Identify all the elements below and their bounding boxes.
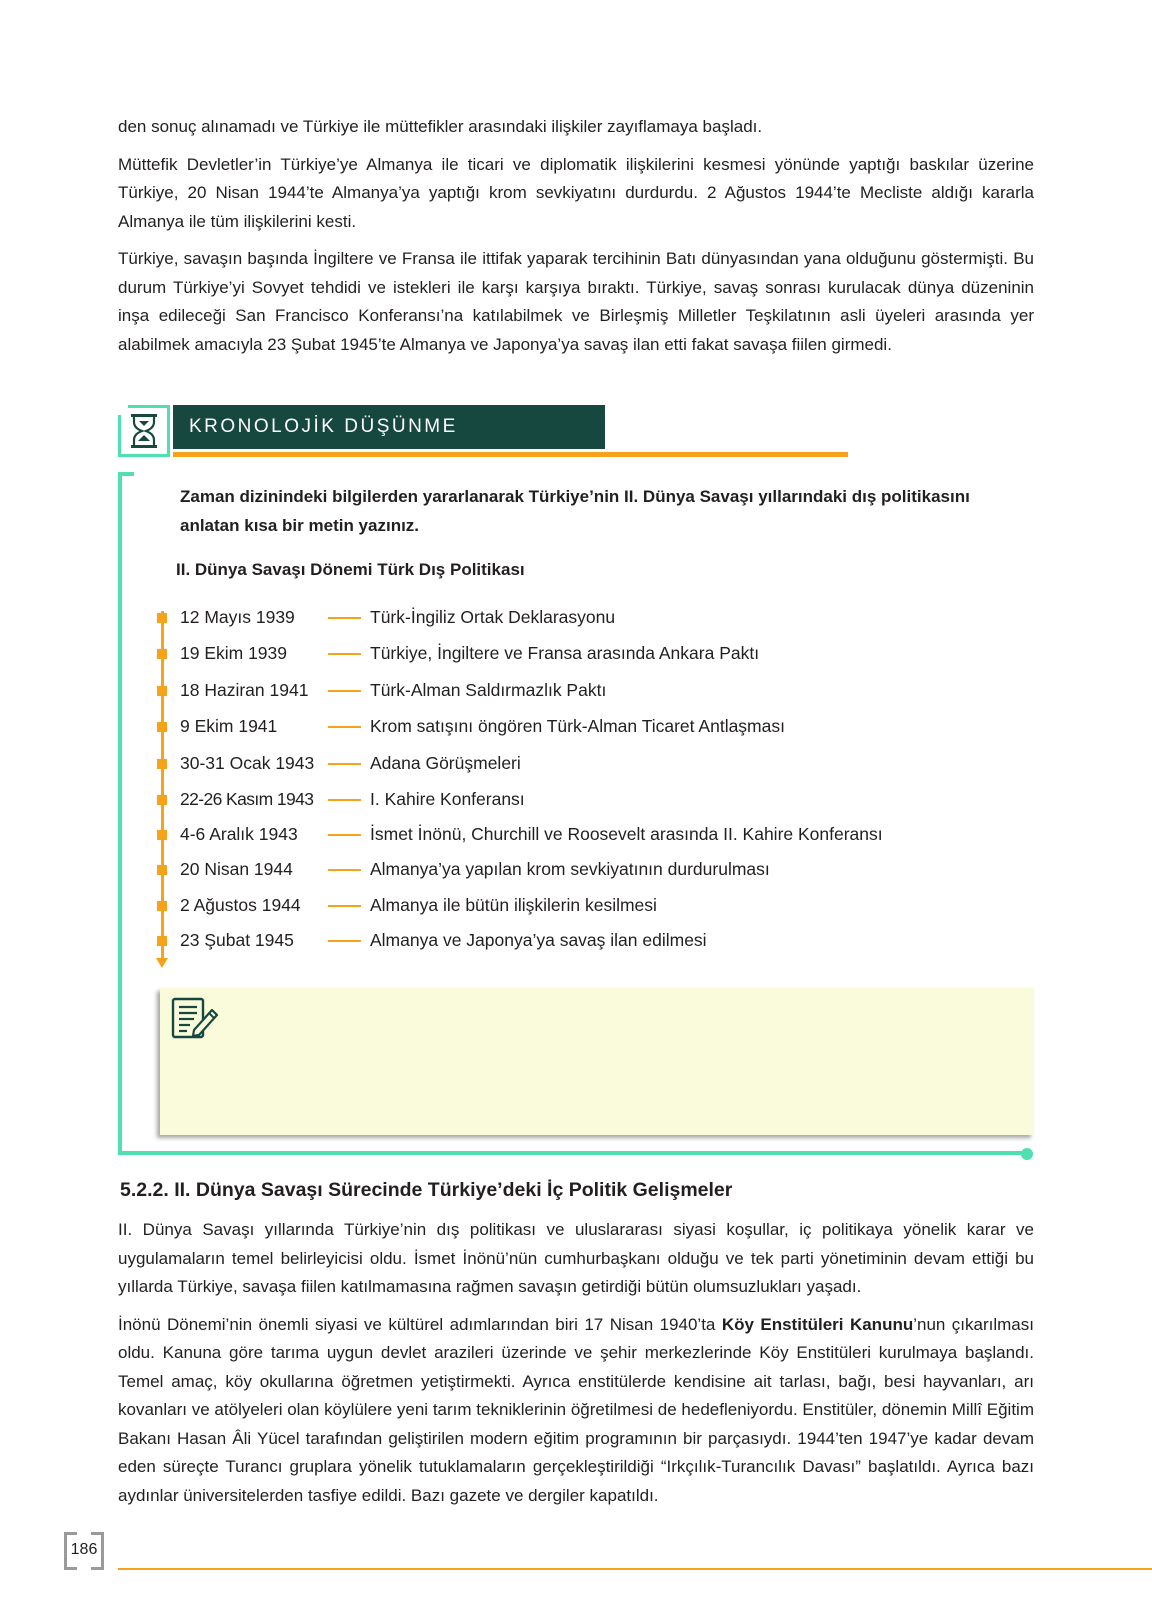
timeline-event: Almanya ile bütün ilişkilerin kesilmesi bbox=[370, 895, 657, 915]
timeline-event: I. Kahire Konferansı bbox=[370, 789, 525, 809]
paragraph: Müttefik Devletler’in Türkiye’ye Almanya ile ticari ve diplomatik ilişkilerini kesmesi yönünde yaptığı baskılar üzerine Türkiye, 20 Nisan 1944’te Almanya’ya yaptığı krom sevkiyatını durdurdu. 2 Ağustos 1944’te Mecliste aldığı kararla Almanya ile tüm ilişkilerini kesti. bbox=[118, 154, 1034, 231]
timeline-arrow bbox=[156, 958, 168, 968]
body-text-bottom bbox=[118, 1216, 1034, 1519]
paragraph: Türkiye, savaşın başında İngiltere ve Fransa ile ittifak yaparak tercihinin Batı dünyasından yana olduğunu göstermişti. Bu durum Türkiye’yi Sovyet tehdidi ve istekleri ile karşı karşıya bıraktı. Türkiye, savaş sonrası kurulacak dünya düzeninin inşa edileceği San Francisco Konferansı’na katılabilmek ve Birleşmiş Milletler Teşkilatının asli üyeleri arasında yer alabilmek amacıyla 23 Şubat 1945’te Almanya ve Japonya’ya savaş ilan etti fakat savaşa fiilen girmedi. bbox=[118, 249, 1034, 354]
frame-corner bbox=[91, 1567, 101, 1570]
title-underline bbox=[173, 452, 848, 457]
timeline-marker bbox=[157, 865, 167, 875]
frame-corner bbox=[91, 1532, 101, 1535]
timeline-date: 18 Haziran 1941 bbox=[180, 680, 309, 700]
timeline-event: Adana Görüşmeleri bbox=[370, 753, 521, 773]
timeline-connector bbox=[328, 690, 361, 692]
hourglass-icon-box bbox=[118, 405, 170, 457]
timeline-marker bbox=[157, 901, 167, 911]
timeline-connector bbox=[328, 726, 361, 728]
section-box-title: KRONOLOJİK DÜŞÜNME bbox=[173, 405, 605, 449]
text-run: İnönü Dönemi’nin önemli siyasi ve kültürel adımlarından biri 17 Nisan 1940’ta bbox=[118, 1314, 722, 1334]
emphasis-text: Köy Enstitüleri Kanunu bbox=[721, 1314, 914, 1334]
timeline-date: 30-31 Ocak 1943 bbox=[180, 753, 315, 773]
paragraph: II. Dünya Savaşı yıllarında Türkiye’nin dış politikası ve uluslararası siyasi koşullar, iç politikaya yönelik karar ve uygulamaların temel belirleyicisi oldu. İsmet İnönü’nün cumhurbaşkanı olduğu ve tek parti yönetiminin devam ettiği bu yıllarda Türkiye, savaşa fiilen katılmamasına rağmen savaşın getirdiği bütün olumsuzlukları yaşadı. bbox=[118, 1220, 1034, 1296]
timeline-marker bbox=[157, 613, 167, 623]
text-run: ’nun çıkarılması oldu. Kanuna göre tarıma uygun devlet arazileri üzerinde ve şehir merkezlerinde Köy Enstitüleri kurulmaya başlandı. Temel amaç, köy okullarına öğretmen yetiştirmekti. Ayrıca enstitülerde kendisine ait tarlası, bağı, besi hayvanları, arı kovanları ve atölyeleri olan köylülere yeni tarım tekniklerinin öğretilmesi de hedefleniyordu. Enstitüler, dönemin Millî Eğitim Bakanı Hasan Âli Yücel tarafından geliştirilen modern eğitim programının bir parçasıydı. 1944’ten 1947’ye kadar devam eden süreçte Turancı gruplara yönelik tutuklamaların gerçekleştirildiği “Irkçılık-Turancılık Davası” başlatıldı. Ayrıca bazı aydınlar üniversitelerden tasfiye edildi. Bazı gazete ve dergiler kapatıldı. bbox=[118, 1314, 1034, 1505]
timeline-event: Türkiye, İngiltere ve Fransa arasında Ankara Paktı bbox=[370, 643, 760, 663]
timeline-date: 19 Ekim 1939 bbox=[180, 643, 288, 663]
hourglass-icon bbox=[129, 413, 159, 449]
timeline-date: 22-26 Kasım 1943 bbox=[180, 789, 314, 809]
note-edit-icon bbox=[170, 996, 220, 1042]
timeline-event: Almanya’ya yapılan krom sevkiyatının durdurulması bbox=[370, 859, 770, 879]
page-number: 186 bbox=[70, 1541, 98, 1558]
timeline-event: Krom satışını öngören Türk-Alman Ticaret Antlaşması bbox=[370, 716, 785, 736]
timeline-marker bbox=[157, 722, 167, 732]
footer-line bbox=[118, 1568, 1152, 1570]
timeline-date: 20 Nisan 1944 bbox=[180, 859, 293, 879]
timeline-event: Almanya ve Japonya’ya savaş ilan edilmesi bbox=[370, 930, 707, 950]
timeline-date: 9 Ekim 1941 bbox=[180, 716, 278, 736]
timeline-date: 23 Şubat 1945 bbox=[180, 930, 294, 950]
timeline-connector bbox=[328, 763, 361, 765]
task-instruction: Zaman dizinindeki bilgilerden yararlanarak Türkiye’nin II. Dünya Savaşı yıllarındaki dış politikasını anlatan kısa bir metin yazınız. bbox=[180, 487, 970, 535]
section-heading: 5.2.2. II. Dünya Savaşı Sürecinde Türkiye’deki İç Politik Gelişmeler bbox=[120, 1179, 733, 1201]
timeline-marker bbox=[157, 795, 167, 805]
timeline-event: İsmet İnönü, Churchill ve Roosevelt arasında II. Kahire Konferansı bbox=[370, 824, 883, 844]
answer-writing-area[interactable] bbox=[160, 988, 1034, 1135]
timeline-date: 4-6 Aralık 1943 bbox=[180, 824, 298, 844]
timeline-connector bbox=[328, 905, 361, 907]
body-text-top bbox=[118, 113, 1034, 368]
timeline-date: 2 Ağustos 1944 bbox=[180, 895, 301, 915]
timeline-connector bbox=[328, 869, 361, 871]
timeline-connector bbox=[328, 834, 361, 836]
timeline-connector bbox=[328, 617, 361, 619]
frame-end-dot bbox=[1021, 1148, 1033, 1160]
timeline-connector bbox=[328, 653, 361, 655]
timeline-connector bbox=[328, 940, 361, 942]
timeline-date: 12 Mayıs 1939 bbox=[180, 607, 295, 627]
timeline-event: Türk-Alman Saldırmazlık Paktı bbox=[370, 680, 607, 700]
timeline-marker bbox=[157, 686, 167, 696]
timeline-marker bbox=[157, 759, 167, 769]
timeline-event: Türk-İngiliz Ortak Deklarasyonu bbox=[370, 607, 616, 627]
page-number-frame bbox=[64, 1532, 104, 1570]
paragraph bbox=[118, 1311, 1034, 1511]
timeline-title: II. Dünya Savaşı Dönemi Türk Dış Politikası bbox=[176, 560, 525, 579]
timeline-marker bbox=[157, 830, 167, 840]
paragraph: den sonuç alınamadı ve Türkiye ile müttefikler arasındaki ilişkiler zayıflamaya başladı. bbox=[118, 117, 763, 136]
frame-corner bbox=[118, 472, 134, 476]
timeline-marker bbox=[157, 649, 167, 659]
timeline-marker bbox=[157, 936, 167, 946]
timeline-connector bbox=[328, 799, 361, 801]
